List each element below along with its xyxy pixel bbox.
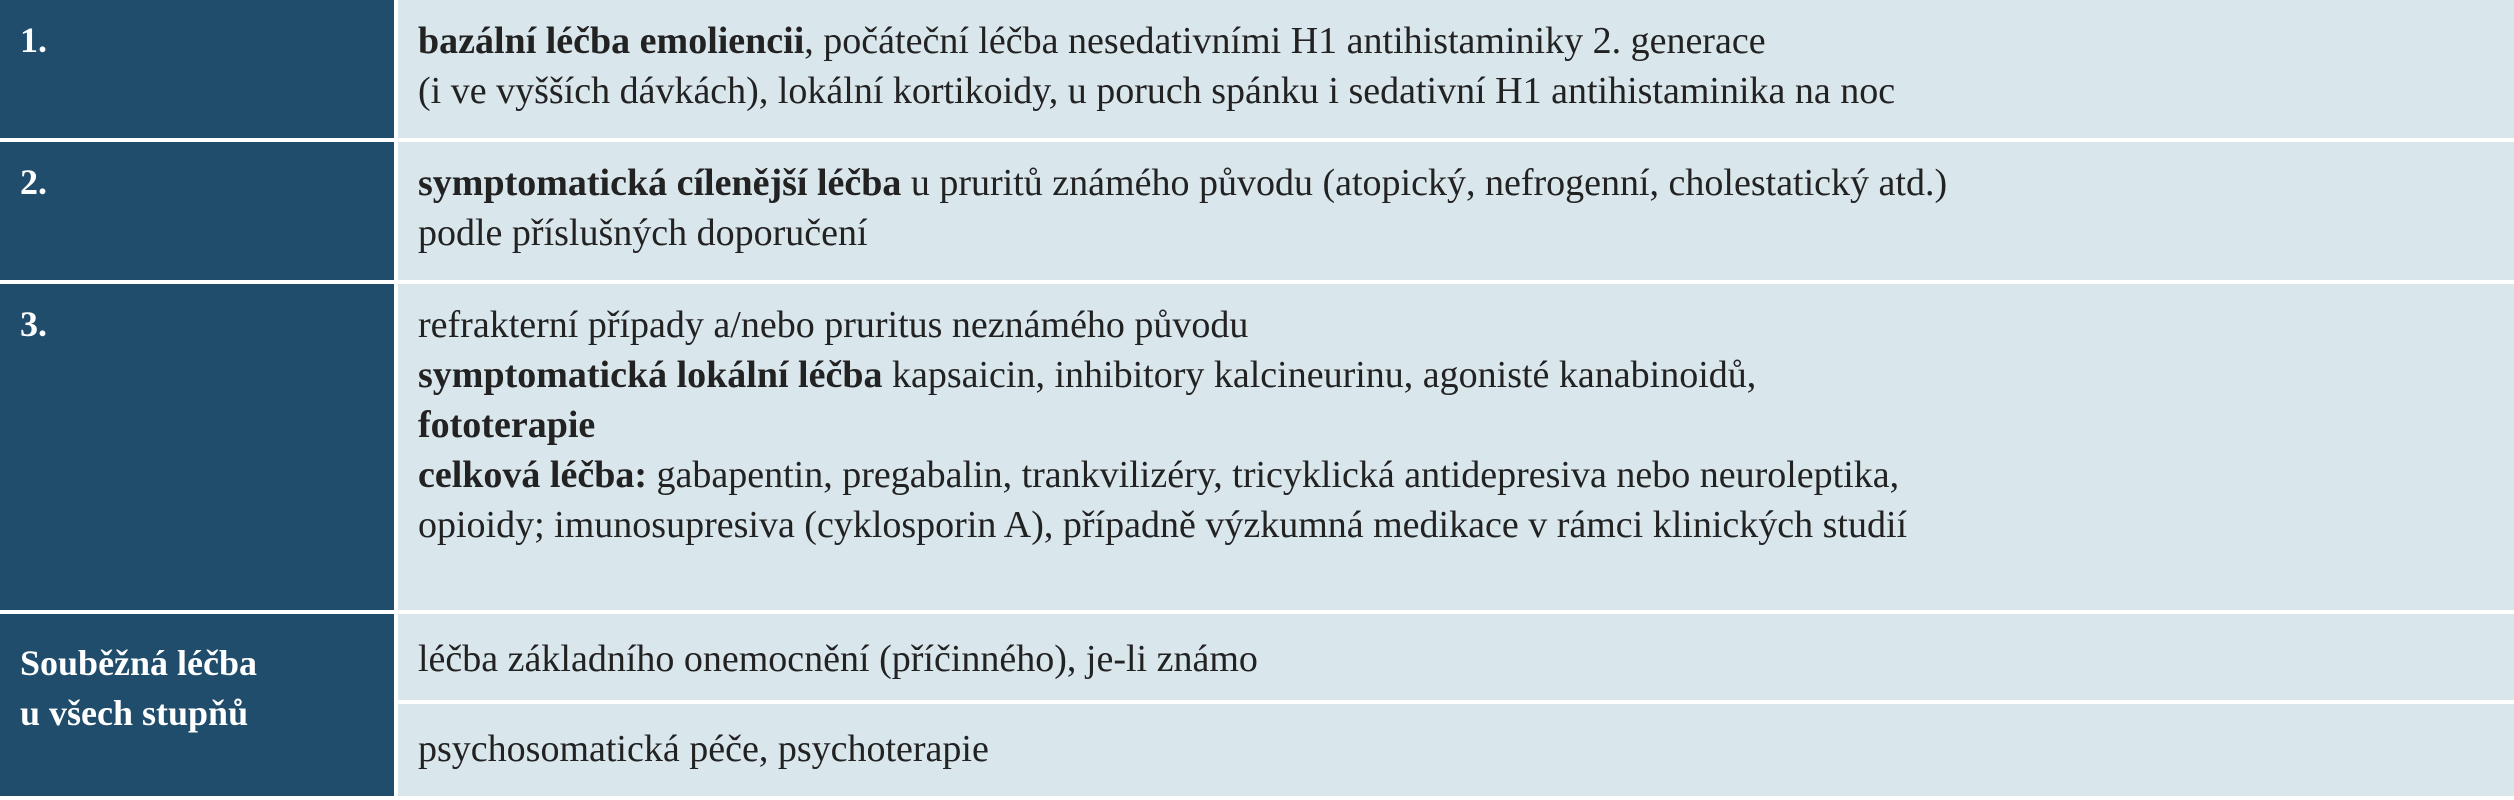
concurrent-item-1 <box>398 614 2514 704</box>
step-label-3: 3. <box>0 284 398 614</box>
step-label-2: 2. <box>0 142 398 284</box>
concurrent-label-line-2: u všech stupňů <box>20 693 249 733</box>
step-1-line-2-text: (i ve vyšších dávkách), lokální kortikoidy, u poruch spánku i sedativní H1 antihistaminika na noc <box>418 70 1896 112</box>
step-1-line-1-text: , počáteční léčba nesedativními H1 antihistaminiky 2. generace <box>804 20 1766 62</box>
step-3-line-5 <box>418 500 2494 550</box>
step-2-line-1-bold: symptomatická cílenější léčba <box>418 162 902 204</box>
concurrent-label-line-1: Souběžná léčba <box>20 643 258 683</box>
step-3-line-2-text: kapsaicin, inhibitory kalcineurinu, agonisté kanabinoidů, <box>882 354 1757 396</box>
step-3-line-4-text: gabapentin, pregabalin, trankvilizéry, tricyklická antidepresiva nebo neuroleptika, <box>647 454 1900 496</box>
step-2-line-2 <box>418 208 2494 258</box>
concurrent-treatment-label <box>0 614 398 800</box>
step-3-line-4 <box>418 450 2494 500</box>
step-3-line-2 <box>418 350 2494 400</box>
step-content-1 <box>398 0 2514 142</box>
step-2-line-2-text: podle příslušných doporučení <box>418 212 868 254</box>
step-3-line-1-text: refrakterní případy a/nebo pruritus neznámého původu <box>418 304 1249 346</box>
step-3-line-4-bold: celková léčba: <box>418 454 648 496</box>
step-content-2 <box>398 142 2514 284</box>
concurrent-item-2 <box>398 704 2514 800</box>
step-content-3 <box>398 284 2514 614</box>
step-3-line-1 <box>418 300 2494 350</box>
step-3-line-3 <box>418 400 2494 450</box>
step-3-line-5-text: opioidy; imunosupresiva (cyklosporin A), případně výzkumná medikace v rámci klinických studií <box>418 504 1908 546</box>
concurrent-item-2-text: psychosomatická péče, psychoterapie <box>418 728 989 770</box>
step-2-line-1 <box>418 158 2494 208</box>
step-1-line-1-bold: bazální léčba emoliencii <box>418 20 805 62</box>
step-label-1: 1. <box>0 0 398 142</box>
step-2-line-1-text: u pruritů známého původu (atopický, nefrogenní, cholestatický atd.) <box>901 162 1948 204</box>
step-1-line-1 <box>418 16 2494 66</box>
step-1-line-2 <box>418 66 2494 116</box>
step-3-line-3-bold: fototerapie <box>418 404 596 446</box>
concurrent-item-1-text: léčba základního onemocnění (příčinného), je-li známo <box>418 638 1258 680</box>
step-3-line-2-bold: symptomatická lokální léčba <box>418 354 883 396</box>
